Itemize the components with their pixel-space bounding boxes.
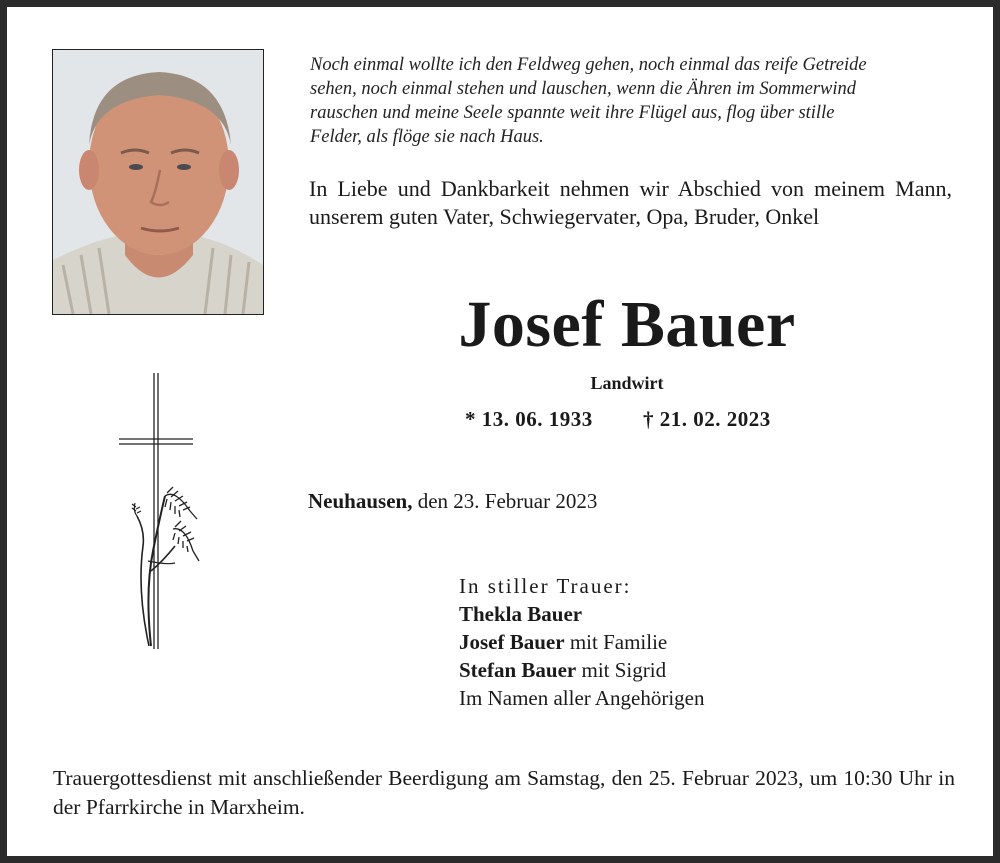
portrait-image [53, 50, 263, 314]
place-date [308, 489, 597, 514]
poem [310, 53, 955, 149]
portrait-photo [52, 49, 264, 315]
notice-date: den 23. Februar 2023 [412, 489, 598, 513]
deceased-name: Josef Bauer [458, 288, 796, 361]
mourners-block [459, 572, 705, 712]
death-date: † 21. 02. 2023 [643, 407, 771, 431]
life-dates [465, 407, 795, 432]
poem-line: Felder, als flöge sie nach Haus. [310, 127, 544, 147]
deceased-profession: Landwirt [590, 373, 664, 393]
cross-with-wheat-icon [115, 371, 205, 661]
poem-line: Noch einmal wollte ich den Feldweg gehen, noch einmal das reife Getreide [310, 55, 867, 75]
mourner-suffix: mit Sigrid [576, 658, 667, 682]
mourner-name: Josef Bauer [459, 630, 565, 654]
mourner-entry [459, 656, 705, 684]
mourner-entry [459, 600, 705, 628]
mourners-heading: In stiller Trauer: [459, 574, 632, 598]
mourner-name: Stefan Bauer [459, 658, 577, 682]
birth-date: * 13. 06. 1933 [465, 407, 593, 431]
poem-line: rauschen und meine Seele spannte weit ihre Flügel aus, flog über stille [310, 103, 835, 123]
funeral-service-info: Trauergottesdienst mit anschließender Beerdigung am Samstag, den 25. Februar 2023, um 10:30 Uhr in der Pfarrkirche in Marxheim. [53, 766, 955, 819]
poem-line: sehen, noch einmal stehen und lauschen, wenn die Ähren im Sommerwind [310, 79, 856, 99]
mourner-entry [459, 628, 705, 656]
place-name: Neuhausen, [308, 489, 413, 513]
mourners-closing: Im Namen aller Angehörigen [459, 686, 705, 710]
intro-text: In Liebe und Dankbarkeit nehmen wir Abschied von meinem Mann, unserem guten Vater, Schwiegervater, Opa, Bruder, Onkel [309, 176, 952, 229]
mourner-suffix: mit Familie [564, 630, 668, 654]
mourner-name: Thekla Bauer [459, 602, 583, 626]
